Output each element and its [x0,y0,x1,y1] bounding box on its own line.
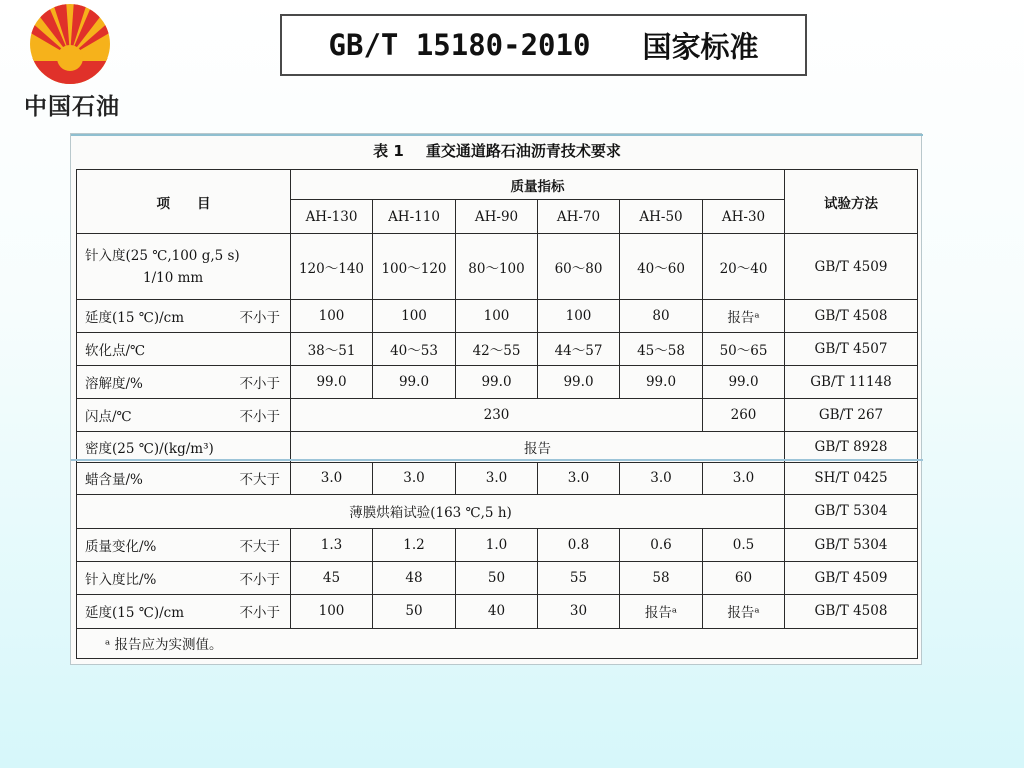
table-cell: 99.0 [373,366,456,399]
method-cell: GB/T 11148 [785,366,918,399]
row-label [77,432,291,462]
method-cell: GB/T 4508 [785,594,918,628]
footnote-row [77,628,918,658]
asphalt-spec-table [76,169,918,659]
table-cell: 30 [538,594,620,628]
table-cell: 99.0 [456,366,538,399]
row-label [77,561,291,594]
table-cell: 45～58 [620,333,703,366]
header-item: 项 目 [77,170,291,234]
header-method: 试验方法 [785,170,918,234]
table-cell: 50 [456,561,538,594]
table-cell: 80 [620,300,703,333]
table-cell: 3.0 [620,462,703,494]
table-cell: 230 [291,399,703,432]
grade-header: AH-50 [620,200,703,234]
table-row [77,234,918,300]
method-cell: GB/T 4509 [785,234,918,300]
table-cell: 40～60 [620,234,703,300]
standard-type: 国家标准 [642,29,759,64]
table-cell: 99.0 [291,366,373,399]
row-label [77,366,291,399]
row-label-text: 蜡含量/% [85,472,143,489]
row-label-text: 密度(25 ℃)/(kg/m³) [85,441,214,457]
divider [71,134,923,136]
row-label-text: 溶解度/% [85,376,143,393]
table-cell: 44～57 [538,333,620,366]
table-row [77,333,918,366]
table-cell: 3.0 [456,462,538,494]
table-row [77,366,918,399]
table-cell: 报告ᵃ [703,300,785,333]
row-label-text: 针入度比/% [85,571,157,588]
row-qualifier: 不小于 [239,605,280,622]
table-cell: 48 [373,561,456,594]
row-label-text: 软化点/℃ [85,343,146,360]
table-cell: 100 [291,594,373,628]
table-cell: 报告ᵃ [620,594,703,628]
method-cell: GB/T 4509 [785,561,918,594]
grade-header: AH-90 [456,200,538,234]
divider [71,459,923,461]
scanned-table-document [70,133,922,665]
row-label [77,234,291,300]
table-number: 表 1 [373,142,404,160]
table-cell: 45 [291,561,373,594]
row-qualifier: 不大于 [239,472,280,489]
slide-title [280,14,807,76]
table-cell: 0.6 [620,528,703,561]
table-cell: 3.0 [703,462,785,494]
petrochina-logo [8,0,132,124]
method-cell: GB/T 5304 [785,528,918,561]
table-caption [71,140,923,161]
table-cell: 38～51 [291,333,373,366]
row-label-line: 1/10 mm [143,269,204,286]
method-cell: GB/T 8928 [785,432,918,462]
table-cell: 0.8 [538,528,620,561]
table-caption-text: 重交通道路石油沥青技术要求 [425,142,621,160]
row-label [77,462,291,494]
method-cell: GB/T 267 [785,399,918,432]
table-cell: 3.0 [373,462,456,494]
standard-number: GB/T 15180-2010 [328,28,591,62]
table-cell: 58 [620,561,703,594]
table-cell: 100～120 [373,234,456,300]
row-label [77,333,291,366]
header-quality: 质量指标 [291,170,785,200]
row-label-text: 闪点/℃ [85,409,132,426]
table-cell: 100 [456,300,538,333]
row-label-text: 延度(15 ℃)/cm [85,310,185,327]
table-cell: 1.2 [373,528,456,561]
grade-header: AH-110 [373,200,456,234]
row-label-line: 针入度(25 ℃,100 g,5 s) [85,247,240,264]
table-row [77,561,918,594]
table-cell: 55 [538,561,620,594]
logo-text: 中国石油 [24,94,120,120]
table-cell: 1.3 [291,528,373,561]
grade-header: AH-130 [291,200,373,234]
table-cell: 1.0 [456,528,538,561]
table-cell: 60 [703,561,785,594]
row-label-text: 质量变化/% [85,538,157,555]
row-qualifier: 不小于 [239,310,280,327]
table-header-row [77,170,918,200]
method-cell: SH/T 0425 [785,462,918,494]
table-row [77,594,918,628]
table-cell: 120～140 [291,234,373,300]
method-cell: GB/T 4507 [785,333,918,366]
table-cell: 50～65 [703,333,785,366]
table-cell: 260 [703,399,785,432]
table-row [77,462,918,494]
petrochina-emblem-icon [22,0,118,88]
row-label [77,528,291,561]
table-cell: 40 [456,594,538,628]
table-cell: 40～53 [373,333,456,366]
row-label [77,594,291,628]
table-cell: 3.0 [538,462,620,494]
table-cell: 100 [373,300,456,333]
footnote: ᵃ 报告应为实测值。 [77,628,918,658]
row-qualifier: 不小于 [239,571,280,588]
grade-header: AH-70 [538,200,620,234]
table-cell: 3.0 [291,462,373,494]
table-row [77,432,918,462]
table-cell: 99.0 [538,366,620,399]
row-qualifier: 不小于 [239,376,280,393]
section-label: 薄膜烘箱试验(163 ℃,5 h) [77,494,785,528]
table-row [77,528,918,561]
table-cell: 100 [291,300,373,333]
table-row [77,494,918,528]
row-qualifier: 不小于 [239,409,280,426]
table-row [77,300,918,333]
method-cell: GB/T 5304 [785,494,918,528]
table-cell: 80～100 [456,234,538,300]
table-cell: 报告ᵃ [703,594,785,628]
table-cell: 99.0 [620,366,703,399]
row-label [77,399,291,432]
table-cell: 42～55 [456,333,538,366]
table-cell: 100 [538,300,620,333]
row-label [77,300,291,333]
table-cell: 50 [373,594,456,628]
method-cell: GB/T 4508 [785,300,918,333]
row-label-text: 延度(15 ℃)/cm [85,605,185,622]
table-cell: 报告 [291,432,785,462]
table-row [77,399,918,432]
table-cell: 60～80 [538,234,620,300]
grade-header: AH-30 [703,200,785,234]
table-cell: 99.0 [703,366,785,399]
table-cell: 0.5 [703,528,785,561]
row-qualifier: 不大于 [239,538,280,555]
table-cell: 20～40 [703,234,785,300]
